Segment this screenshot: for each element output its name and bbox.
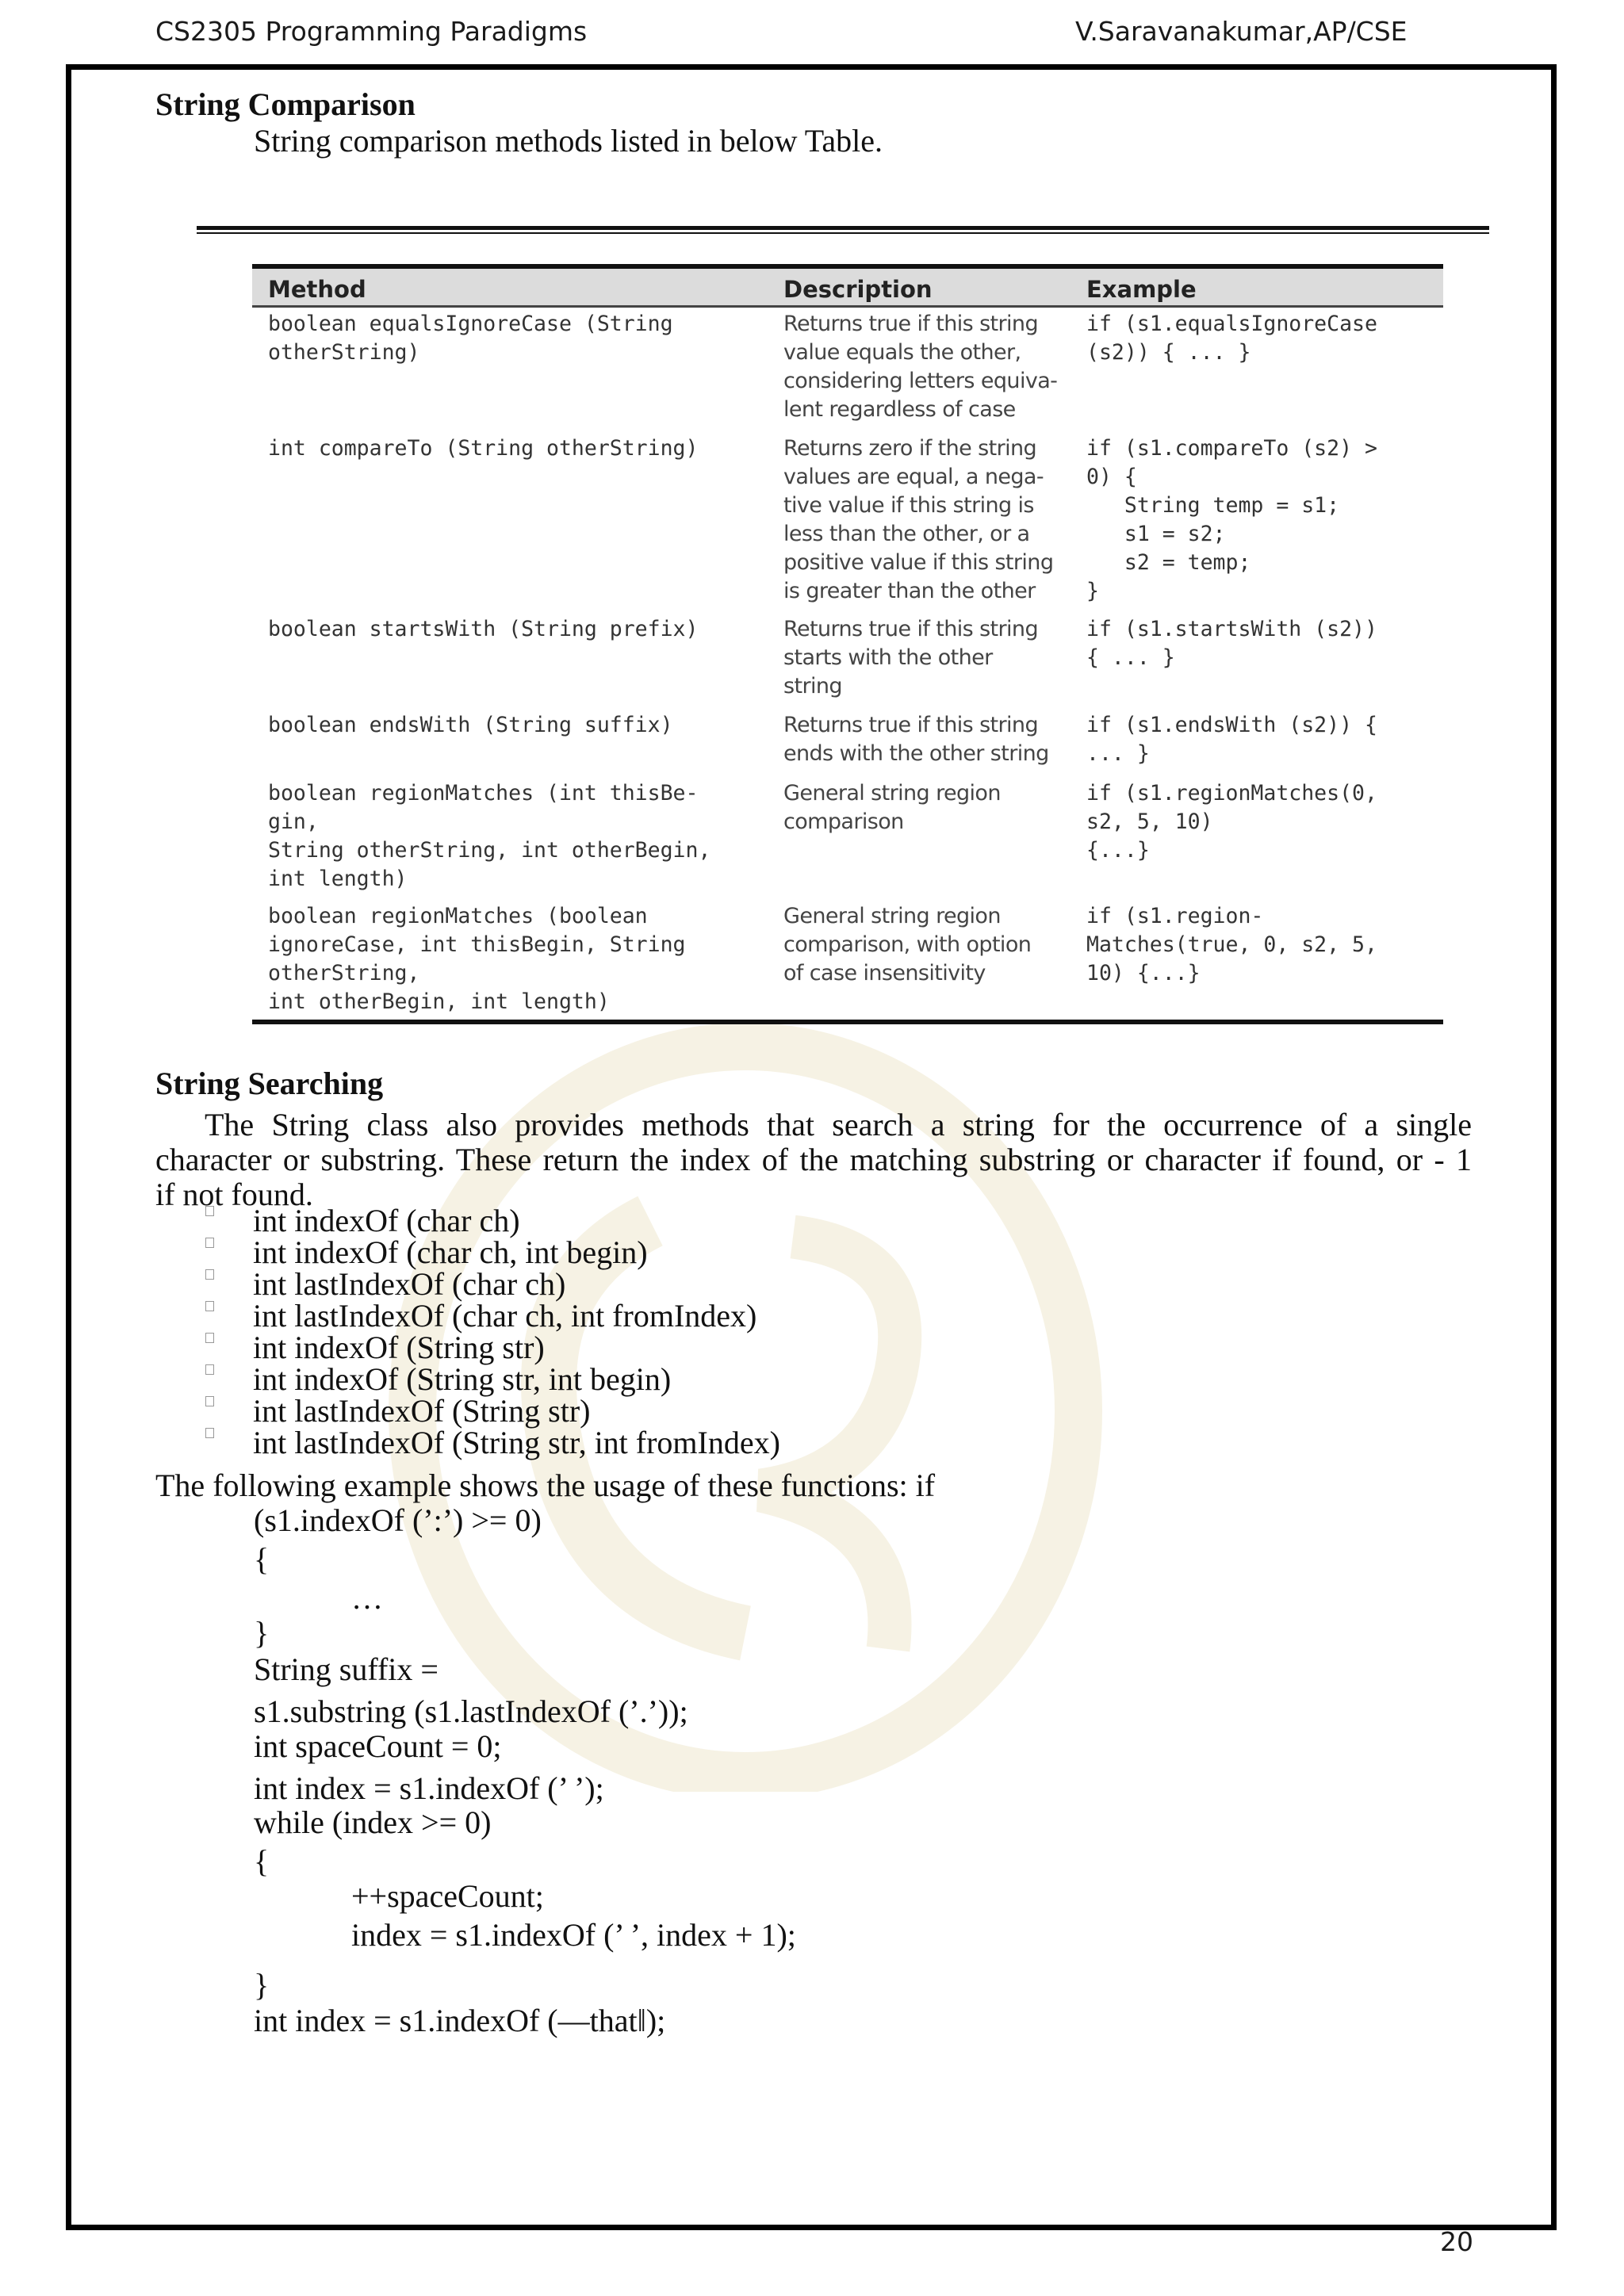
table-cell-description: General string region comparison: [783, 781, 1001, 834]
page-number: 20: [1440, 2226, 1473, 2257]
section-paragraph-line: if not found.: [155, 1177, 313, 1212]
table-cell-description: Returns true if this string ends with the other string: [783, 713, 1049, 766]
table-cell-method: int compareTo (String otherString): [268, 436, 699, 461]
header-course-title: CS2305 Programming Paradigms: [155, 16, 588, 47]
table-cell-method: boolean equalsIgnoreCase (String otherString): [268, 312, 673, 365]
bullet-box-icon: [205, 1238, 214, 1248]
code-line: s1.substring (s1.lastIndexOf (’.’));: [254, 1693, 688, 1729]
table-cell-example: if (s1.regionMatches(0, s2, 5, 10) {...}: [1086, 781, 1377, 863]
table-cell-description: General string region comparison, with option of case insensitivity: [783, 904, 1032, 985]
table-header-row: [252, 264, 1443, 308]
table-cell-example: if (s1.endsWith (s2)) { ... }: [1086, 713, 1377, 766]
bullet-box-icon: [205, 1364, 214, 1375]
table-cell-description: Returns true if this string starts with the other string: [783, 617, 1038, 698]
bullet-box-icon: [205, 1269, 214, 1280]
table-cell-method: boolean regionMatches (int thisBe- gin, String otherString, int otherBegin, int length): [268, 781, 711, 891]
bullet-box-icon: [205, 1428, 214, 1438]
table-cell-example: if (s1.equalsIgnoreCase (s2)) { ... }: [1086, 312, 1377, 365]
code-line: while (index >= 0): [254, 1804, 492, 1840]
column-header-method: Method: [268, 276, 366, 303]
code-line: int index = s1.indexOf (―that‖);: [254, 2003, 666, 2038]
code-line: }: [254, 1967, 270, 2003]
code-line: …: [351, 1580, 383, 1616]
table-top-rule-thin: [197, 232, 1489, 234]
table-cell-description: Returns true if this string value equals the other, considering letters equiva- lent regardless of case: [783, 312, 1058, 422]
code-line: int index = s1.indexOf (’ ’);: [254, 1770, 604, 1806]
column-header-example: Example: [1086, 276, 1197, 303]
column-header-description: Description: [783, 276, 933, 303]
example-intro: The following example shows the usage of these functions: if: [155, 1468, 936, 1503]
code-line: index = s1.indexOf (’ ’, index + 1);: [351, 1917, 796, 1953]
table-cell-example: if (s1.compareTo (s2) > 0) { String temp = s1; s1 = s2; s2 = temp; }: [1086, 436, 1377, 603]
table-cell-method: boolean regionMatches (boolean ignoreCase, int thisBegin, String otherString, int otherBegin, int length): [268, 904, 686, 1014]
code-line: ++spaceCount;: [351, 1878, 544, 1914]
section-paragraph-line: The String class also provides methods that search a string for the occurrence of a single: [205, 1107, 1472, 1142]
code-line: int spaceCount = 0;: [254, 1728, 502, 1764]
code-line: (s1.indexOf (’:’) >= 0): [254, 1502, 542, 1538]
table-bottom-rule: [252, 1020, 1443, 1024]
bullet-box-icon: [205, 1206, 214, 1216]
code-line: }: [254, 1615, 270, 1651]
table-cell-example: if (s1.startsWith (s2)) { ... }: [1086, 617, 1377, 670]
bullet-box-icon: [205, 1301, 214, 1311]
code-line: String suffix =: [254, 1651, 439, 1687]
table-cell-method: boolean endsWith (String suffix): [268, 713, 673, 737]
code-line: {: [254, 1541, 270, 1577]
section-heading-string-comparison: String Comparison: [155, 86, 416, 122]
table-cell-method: boolean startsWith (String prefix): [268, 617, 699, 641]
header-author: V.Saravanakumar,AP/CSE: [1075, 16, 1408, 47]
section-heading-string-searching: String Searching: [155, 1066, 384, 1101]
table-top-rule: [197, 226, 1489, 230]
table-cell-example: if (s1.region- Matches(true, 0, s2, 5, 10) {...}: [1086, 904, 1377, 985]
bullet-box-icon: [205, 1333, 214, 1343]
code-line: {: [254, 1843, 270, 1879]
table-cell-description: Returns zero if the string values are equal, a nega- tive value if this string is less than the other, or a positive value if this string is greater than the other: [783, 436, 1054, 603]
bullet-box-icon: [205, 1396, 214, 1406]
section-intro: String comparison methods listed in below Table.: [254, 123, 883, 159]
section-paragraph-line: character or substring. These return the index of the matching substring or character if found, or - 1: [155, 1142, 1472, 1177]
